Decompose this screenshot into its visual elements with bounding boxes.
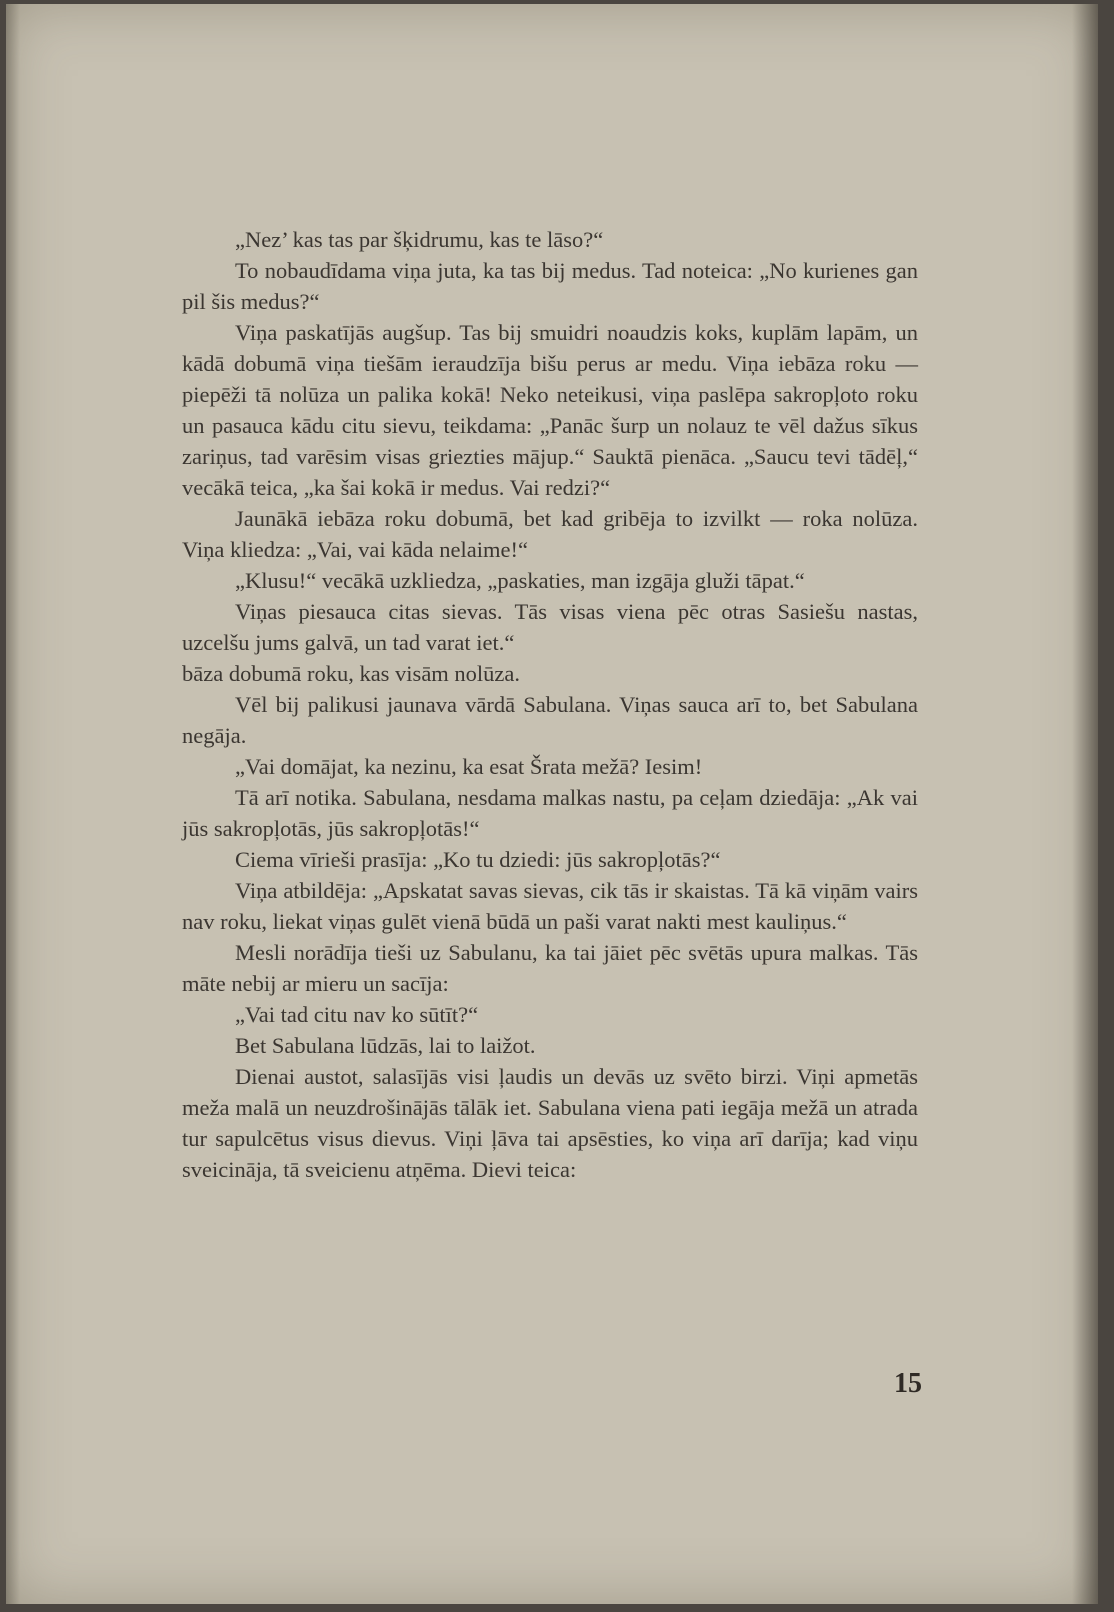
paragraph: „Vai domājat, ka nezinu, ka esat Šrata mežā? Iesim! bbox=[235, 754, 703, 779]
page-left-edge-shadow bbox=[6, 4, 20, 1604]
paragraph: To nobaudīdama viņa juta, ka tas bij medus. Tad noteica: „No kurienes gan pil šis medus?“ bbox=[182, 258, 918, 314]
paragraph: Mesli norādīja tieši uz Sabulanu, ka tai jāiet pēc svētās upura malkas. Tās māte nebij ar mieru un sacīja: bbox=[182, 940, 918, 996]
paragraph: Jaunākā iebāza roku dobumā, bet kad gribēja to izvilkt — roka nolūza. Viņa kliedza: „Vai, vai kāda nelaime!“ bbox=[182, 506, 918, 562]
paragraph: „Nez’ kas tas par šķidrumu, kas te lāso?“ bbox=[235, 227, 604, 252]
body-text bbox=[182, 224, 918, 1185]
paragraph: Ciema vīrieši prasīja: „Ko tu dziedi: jūs sakropļotās?“ bbox=[235, 847, 721, 872]
paragraph: Bet Sabulana lūdzās, lai to laižot. bbox=[235, 1033, 536, 1058]
paragraph: Vēl bij palikusi jaunava vārdā Sabulana. Viņas sauca arī to, bet Sabulana negāja. bbox=[182, 692, 918, 748]
paragraph: „Klusu!“ vecākā uzkliedza, „paskaties, man izgāja gluži tāpat.“ bbox=[235, 568, 805, 593]
paragraph: Viņa atbildēja: „Apskatat savas sievas, cik tās ir skaistas. Tā kā viņām vairs nav roku, liekat viņas gulēt vienā būdā un paši varat nakti mest kauliņus.“ bbox=[182, 878, 918, 934]
paragraph: Viņas piesauca citas sievas. Tās visas viena pēc otras Sasiešu nastas, uzcelšu jums galvā, un tad varat iet.“ bbox=[182, 599, 918, 655]
book-spine-shadow bbox=[1072, 4, 1098, 1604]
page-number: 15 bbox=[894, 1368, 922, 1399]
paragraph: Dienai austot, salasījās visi ļaudis un devās uz svēto birzi. Viņi apmetās meža malā un neuzdrošinājās tālāk iet. Sabulana viena pati iegāja mežā un atrada tur sapulcētus visus dievus. Viņi ļāva tai apsēsties, ko viņa arī darīja; kad viņu sveicināja, tā sveicienu atņēma. Dievi teica: bbox=[182, 1064, 918, 1182]
paragraph: bāza dobumā roku, kas visām nolūza. bbox=[182, 661, 521, 686]
paragraph: Tā arī notika. Sabulana, nesdama malkas nastu, pa ceļam dziedāja: „Ak vai jūs sakropļotās, jūs sakropļotās!“ bbox=[182, 785, 918, 841]
paragraph: „Vai tad citu nav ko sūtīt?“ bbox=[235, 1002, 479, 1027]
book-page bbox=[6, 4, 1098, 1604]
paragraph: Viņa paskatījās augšup. Tas bij smuidri noaudzis koks, kuplām lapām, un kādā dobumā viņa tiešām ieraudzīja bišu perus ar medu. Viņa iebāza roku — piepēži tā nolūza un palika kokā! Neko neteikusi, viņa paslēpa sakropļoto roku un pasauca kādu citu sievu, teikdama: „Panāc šurp un nolauz te vēl dažus sīkus zariņus, tad varēsim visas griezties mājup.“ Sauktā pienāca. „Saucu tevi tādēļ,“ vecākā teica, „ka šai kokā ir medus. Vai redzi?“ bbox=[182, 320, 918, 500]
